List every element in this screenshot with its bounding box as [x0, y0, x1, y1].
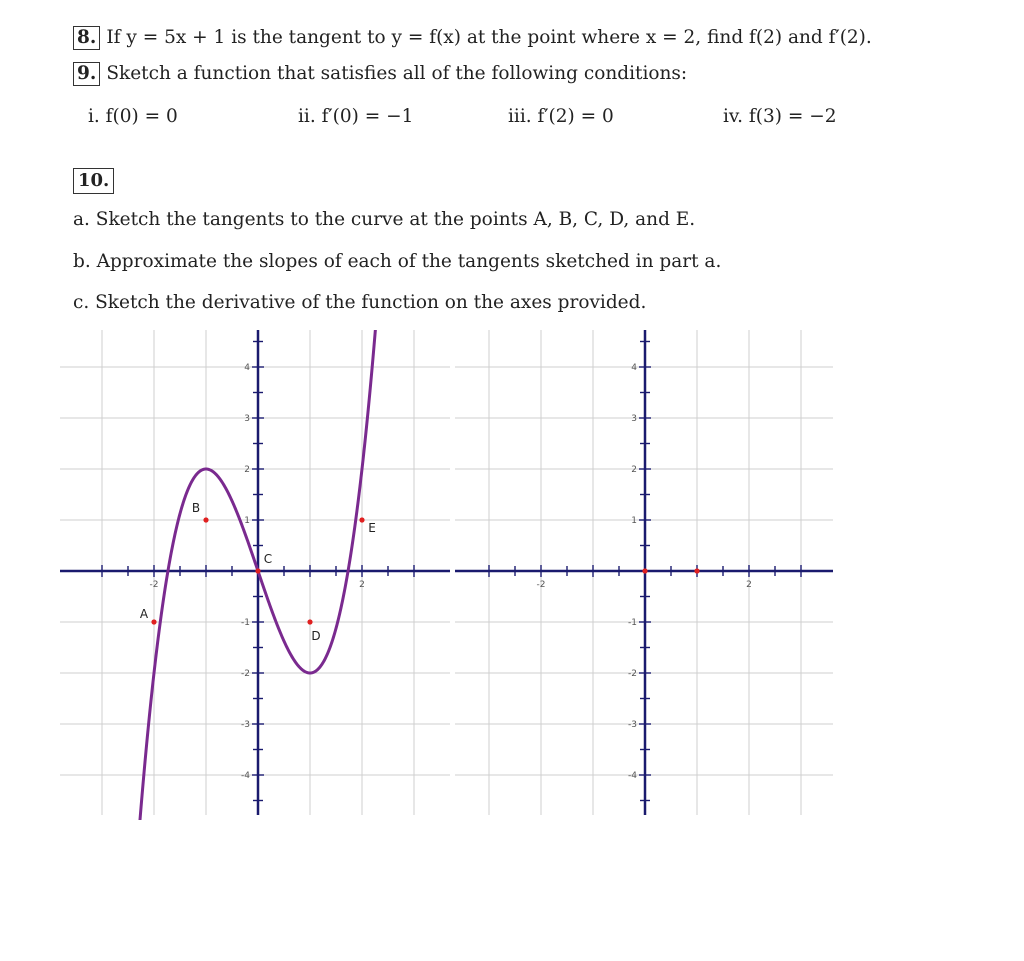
problem-9	[73, 62, 687, 86]
chart-1-point-A	[151, 619, 156, 624]
chart-1-y-tick-label: 4	[244, 363, 250, 373]
condition-i: i. f(0) = 0	[88, 106, 178, 127]
chart-2-y-tick-label: 4	[631, 363, 637, 373]
chart-1-y-tick-label: 3	[244, 414, 250, 424]
problem-8-text: If y = 5x + 1 is the tangent to y = f(x) at the point where x = 2, find f(2) and f′(2).	[106, 27, 872, 48]
chart-2-x-tick-label: 2	[746, 580, 752, 590]
condition-iv: iv. f(3) = −2	[723, 106, 837, 127]
condition-iii: iii. f′(2) = 0	[508, 106, 614, 127]
problem-10-part-a: a. Sketch the tangents to the curve at the points A, B, C, D, and E.	[73, 209, 696, 230]
chart-2-y-tick-label: -1	[628, 618, 637, 628]
point-label-B: B	[191, 501, 201, 515]
chart-2-x-tick-label: -2	[536, 580, 546, 590]
chart-1-x-tick-label: -2	[149, 580, 159, 590]
chart-1-point-D	[307, 619, 312, 624]
chart-1-y-tick-label: -1	[241, 618, 250, 628]
chart-2-y-tick-label: -4	[628, 771, 637, 781]
point-label-E: E	[368, 521, 376, 535]
chart-1-y-tick-label: 2	[244, 465, 250, 475]
chart-1-x-tick-label: 2	[359, 580, 365, 590]
chart-1-y-tick-label: -2	[241, 669, 250, 679]
chart-1-y-tick-label: 1	[244, 516, 250, 526]
problem-10-part-b: b. Approximate the slopes of each of the tangents sketched in part a.	[73, 251, 722, 272]
point-label-C: C	[263, 552, 273, 566]
chart-2-y-tick-label: -3	[628, 720, 637, 730]
chart-2-y-tick-label: 3	[631, 414, 637, 424]
problem-9-number: 9.	[73, 62, 100, 86]
point-label-D: D	[311, 629, 321, 643]
problem-10-number: 10.	[73, 168, 114, 194]
chart-2-point	[694, 568, 699, 573]
problem-9-text: Sketch a function that satisfies all of the following conditions:	[106, 63, 688, 84]
chart-2-y-tick-label: 2	[631, 465, 637, 475]
condition-ii: ii. f′(0) = −1	[298, 106, 414, 127]
chart-2-y-tick-label: -2	[628, 669, 637, 679]
function-graph	[60, 330, 450, 820]
problem-8-number: 8.	[73, 26, 100, 50]
chart-2-y-tick-label: 1	[631, 516, 637, 526]
chart-1-y-tick-label: -3	[241, 720, 250, 730]
chart-1-y-tick-label: -4	[241, 771, 250, 781]
chart-1-point-E	[359, 517, 364, 522]
problem-8	[73, 26, 872, 50]
problem-10-part-c: c. Sketch the derivative of the function on the axes provided.	[73, 292, 647, 313]
chart-1-point-B	[203, 517, 208, 522]
point-label-A: A	[139, 607, 149, 621]
chart-1-point-C	[255, 568, 260, 573]
chart-2-point	[642, 568, 647, 573]
derivative-graph	[455, 330, 840, 820]
